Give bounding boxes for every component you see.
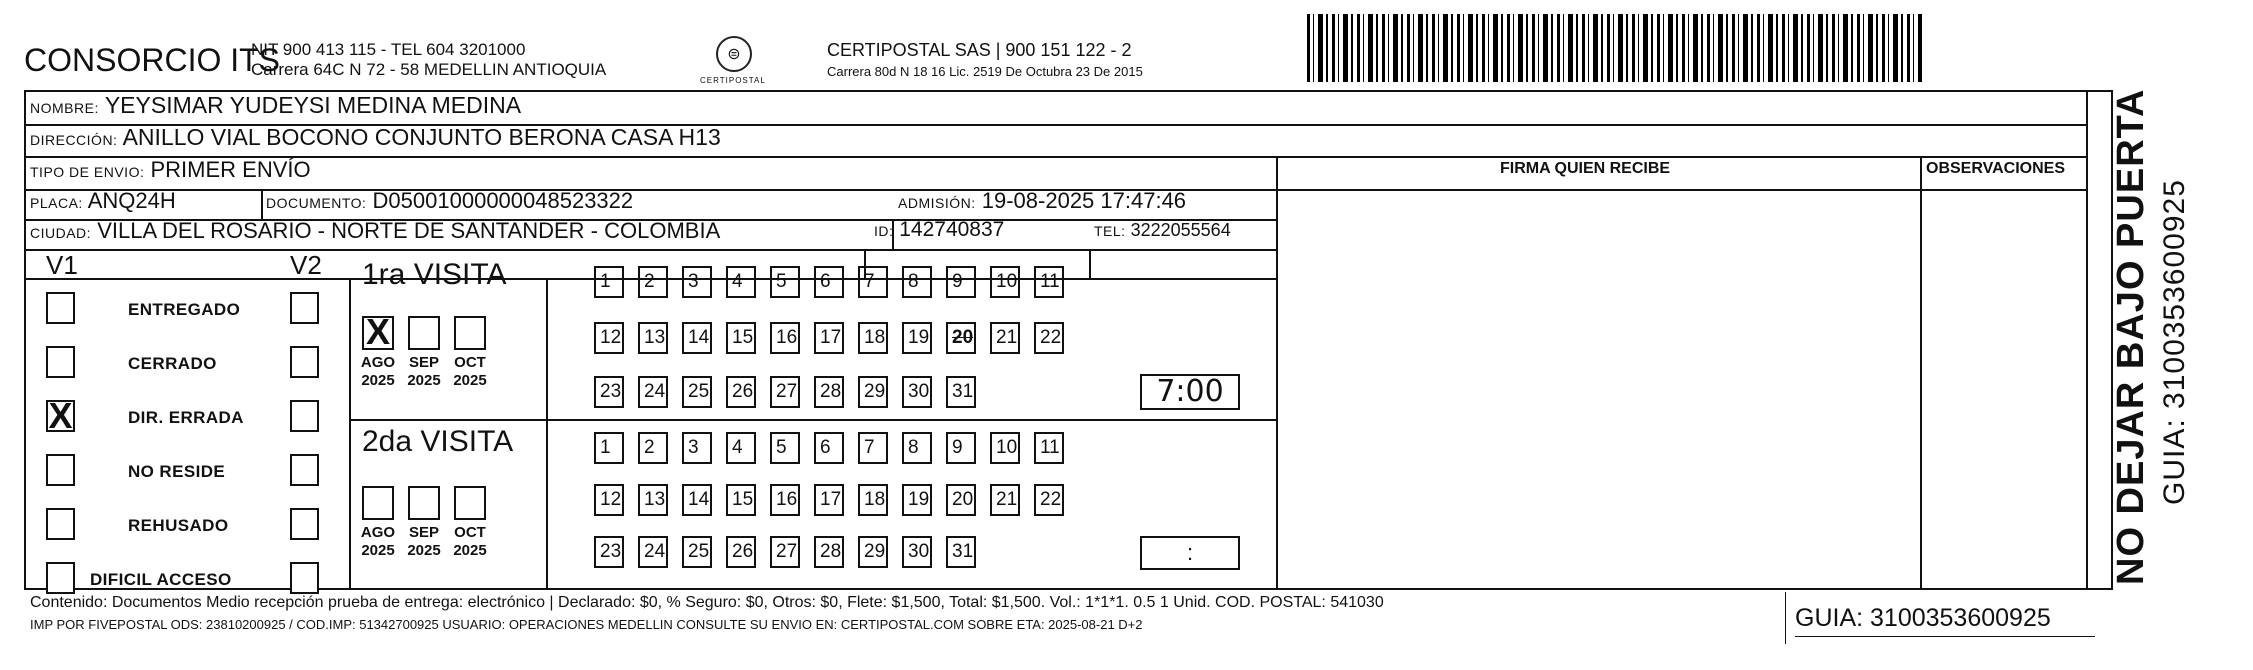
v2-checkbox[interactable] xyxy=(290,508,319,540)
day-box[interactable]: 16 xyxy=(770,484,800,516)
visit2-time[interactable]: : xyxy=(1140,536,1240,570)
admission-datetime: 19-08-2025 17:47:46 xyxy=(981,188,1187,213)
tel-label: TEL: xyxy=(1094,223,1126,239)
footer-guia: GUIA: 3100353600925 xyxy=(1795,604,2051,632)
day-box[interactable]: 7 xyxy=(858,432,888,464)
label-frame xyxy=(24,90,2113,590)
id-value: 142740837 xyxy=(899,218,1005,241)
month-label: SEP 2025 xyxy=(407,524,441,559)
v2-checkbox[interactable] xyxy=(290,400,319,432)
status-option-label: NO RESIDE xyxy=(128,462,226,481)
v2-checkbox[interactable] xyxy=(290,292,319,324)
day-box[interactable]: 4 xyxy=(726,266,756,298)
plate-value: ANQ24H xyxy=(87,188,176,213)
footer-imp: IMP POR FIVEPOSTAL ODS: 23810200925 / COD.IMP: 51342700925 USUARIO: OPERACIONES MEDELLIN CONSULTE SU ENVIO EN: CERTIPOSTAL.COM SOBRE ETA: 2025-08-21 D+2 xyxy=(30,617,1143,632)
day-box[interactable]: 22 xyxy=(1034,322,1064,354)
day-box[interactable]: 8 xyxy=(902,432,932,464)
month-checkbox[interactable] xyxy=(454,486,486,520)
month-label: SEP 2025 xyxy=(407,354,441,389)
v1-label: V1 xyxy=(46,250,78,280)
visit2-title: 2da VISITA xyxy=(362,425,514,458)
side-guia: GUIA: 3100353600925 xyxy=(2158,179,2191,505)
day-box[interactable]: 11 xyxy=(1034,432,1064,464)
day-box[interactable]: 31 xyxy=(946,376,976,408)
day-box[interactable]: 13 xyxy=(638,322,668,354)
day-box[interactable]: 8 xyxy=(902,266,932,298)
month-checkbox[interactable] xyxy=(408,486,440,520)
day-box[interactable]: 3 xyxy=(682,432,712,464)
month-checkbox[interactable] xyxy=(362,486,394,520)
documento-label: DOCUMENTO: xyxy=(266,195,367,211)
placa-label: PLACA: xyxy=(30,195,83,211)
day-box[interactable]: 15 xyxy=(726,322,756,354)
city-value: VILLA DEL ROSARIO - NORTE DE SANTANDER - COLOMBIA xyxy=(97,218,721,243)
day-box[interactable]: 31 xyxy=(946,536,976,568)
day-box[interactable]: 4 xyxy=(726,432,756,464)
tipo-label: TIPO DE ENVIO: xyxy=(30,164,145,180)
observaciones-label: OBSERVACIONES xyxy=(1926,160,2065,177)
day-box[interactable]: 24 xyxy=(638,376,668,408)
day-box[interactable]: 18 xyxy=(858,322,888,354)
day-box[interactable]: 17 xyxy=(814,322,844,354)
day-box[interactable]: 23 xyxy=(594,376,624,408)
v2-checkbox[interactable] xyxy=(290,346,319,378)
day-box[interactable]: 14 xyxy=(682,322,712,354)
day-box[interactable]: 1 xyxy=(594,266,624,298)
day-box[interactable]: 17 xyxy=(814,484,844,516)
v2-checkbox[interactable] xyxy=(290,562,319,594)
month-checkbox[interactable]: X xyxy=(362,316,394,350)
company-nit: NIT 900 413 115 - TEL 604 3201000 xyxy=(251,40,526,59)
day-box[interactable]: 24 xyxy=(638,536,668,568)
ciudad-label: CIUDAD: xyxy=(30,225,92,241)
admision-label: ADMISIÓN: xyxy=(898,195,976,211)
firma-label: FIRMA QUIEN RECIBE xyxy=(1500,160,1671,177)
logo-caption: CERTIPOSTAL xyxy=(700,76,766,85)
day-box[interactable]: 16 xyxy=(770,322,800,354)
v1-checkbox[interactable] xyxy=(46,508,75,540)
company-address: Carrera 64C N 72 - 58 MEDELLIN ANTIOQUIA xyxy=(251,60,607,79)
visit1-time[interactable]: 7:00 xyxy=(1140,374,1240,410)
month-label: OCT 2025 xyxy=(453,524,487,559)
day-box[interactable]: 15 xyxy=(726,484,756,516)
month-label: AGO 2025 xyxy=(360,524,396,559)
day-box[interactable]: 10 xyxy=(990,266,1020,298)
day-box[interactable]: 26 xyxy=(726,536,756,568)
v1-checkbox[interactable] xyxy=(46,292,75,324)
day-box[interactable]: 29 xyxy=(858,376,888,408)
day-box[interactable]: 21 xyxy=(990,322,1020,354)
v1-checkbox[interactable] xyxy=(46,454,75,486)
status-option-label: ENTREGADO xyxy=(128,300,241,319)
month-label: AGO 2025 xyxy=(360,354,396,389)
v1-checkbox[interactable] xyxy=(46,562,75,594)
side-warning: NO DEJAR BAJO PUERTA xyxy=(2110,88,2152,585)
day-box[interactable]: 7 xyxy=(858,266,888,298)
day-box[interactable]: 23 xyxy=(594,536,624,568)
day-box[interactable]: 14 xyxy=(682,484,712,516)
day-box[interactable]: 5 xyxy=(770,432,800,464)
v2-label: V2 xyxy=(290,250,322,280)
day-box[interactable]: 25 xyxy=(682,536,712,568)
month-checkbox[interactable] xyxy=(408,316,440,350)
certipostal-logo-icon: ⊜ xyxy=(716,36,752,72)
day-box[interactable]: 20 xyxy=(946,322,976,354)
recipient-address: ANILLO VIAL BOCONO CONJUNTO BERONA CASA H13 xyxy=(122,124,721,150)
company-name: CONSORCIO ITS xyxy=(24,42,281,78)
day-box[interactable]: 9 xyxy=(946,432,976,464)
status-option-label: REHUSADO xyxy=(128,516,229,535)
day-box[interactable]: 12 xyxy=(594,484,624,516)
day-box[interactable]: 18 xyxy=(858,484,888,516)
v1-checkbox[interactable] xyxy=(46,346,75,378)
day-box[interactable]: 19 xyxy=(902,322,932,354)
day-box[interactable]: 28 xyxy=(814,536,844,568)
day-box[interactable]: 30 xyxy=(902,536,932,568)
day-box[interactable]: 1 xyxy=(594,432,624,464)
day-box[interactable]: 26 xyxy=(726,376,756,408)
day-box[interactable]: 6 xyxy=(814,432,844,464)
day-box[interactable]: 11 xyxy=(1034,266,1064,298)
day-box[interactable]: 25 xyxy=(682,376,712,408)
day-box[interactable]: 10 xyxy=(990,432,1020,464)
day-box[interactable]: 3 xyxy=(682,266,712,298)
day-box[interactable]: 9 xyxy=(946,266,976,298)
certipostal-line2: Carrera 80d N 18 16 Lic. 2519 De Octubra 23 De 2015 xyxy=(827,64,1143,79)
shipping-type: PRIMER ENVÍO xyxy=(150,157,311,182)
day-box[interactable]: 13 xyxy=(638,484,668,516)
tel-value: 3222055564 xyxy=(1130,220,1231,240)
day-box[interactable]: 22 xyxy=(1034,484,1064,516)
day-box[interactable]: 29 xyxy=(858,536,888,568)
status-option-label: CERRADO xyxy=(128,354,217,373)
day-box[interactable]: 28 xyxy=(814,376,844,408)
day-box[interactable]: 27 xyxy=(770,536,800,568)
day-box[interactable]: 21 xyxy=(990,484,1020,516)
visit1-title: 1ra VISITA xyxy=(362,258,507,291)
day-box[interactable]: 12 xyxy=(594,322,624,354)
recipient-name: YEYSIMAR YUDEYSI MEDINA MEDINA xyxy=(104,92,522,118)
status-option-label: DIR. ERRADA xyxy=(128,408,244,427)
day-box[interactable]: 2 xyxy=(638,266,668,298)
month-checkbox[interactable] xyxy=(454,316,486,350)
day-box[interactable]: 6 xyxy=(814,266,844,298)
nombre-label: NOMBRE: xyxy=(30,100,99,116)
direccion-label: DIRECCIÓN: xyxy=(30,132,118,148)
v1-checkbox[interactable]: X xyxy=(46,400,75,432)
v2-checkbox[interactable] xyxy=(290,454,319,486)
id-label: ID: xyxy=(874,223,894,239)
month-label: OCT 2025 xyxy=(453,354,487,389)
certipostal-line1: CERTIPOSTAL SAS | 900 151 122 - 2 xyxy=(827,40,1132,60)
day-box[interactable]: 19 xyxy=(902,484,932,516)
document-number: D05001000000048523322 xyxy=(372,188,634,213)
footer-contenido: Contenido: Documentos Medio recepción prueba de entrega: electrónico | Declarado: $0, % Seguro: $0, Otros: $0, Flete: $1,500, Total: $1,500. Vol.: 1*1*1. 0.5 1 Unid. COD. POSTAL: 541030 xyxy=(30,594,1384,611)
day-box[interactable]: 5 xyxy=(770,266,800,298)
barcode xyxy=(1307,14,1922,82)
day-box[interactable]: 27 xyxy=(770,376,800,408)
status-option-label: DIFICIL ACCESO xyxy=(90,570,232,589)
day-box[interactable]: 20 xyxy=(946,484,976,516)
day-box[interactable]: 2 xyxy=(638,432,668,464)
day-box[interactable]: 30 xyxy=(902,376,932,408)
